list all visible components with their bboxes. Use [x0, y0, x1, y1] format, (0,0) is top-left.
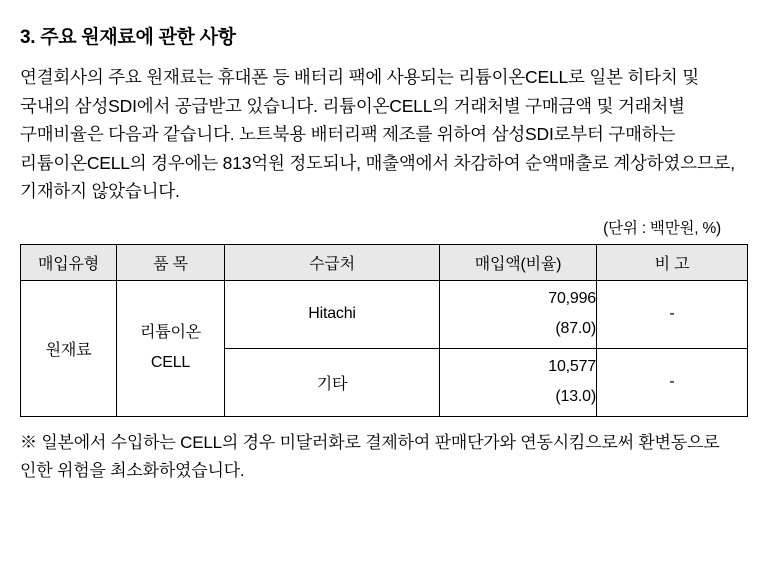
cell-amount-ratio: (13.0)	[555, 388, 596, 405]
cell-note: -	[597, 348, 748, 416]
cell-purchase-type: 원재료	[21, 280, 117, 416]
cell-amount-value: 70,996	[548, 290, 596, 307]
header-amount: 매입액(비율)	[440, 244, 597, 280]
body-paragraph: 연결회사의 주요 원재료는 휴대폰 등 배터리 팩에 사용되는 리튬이온CELL로 일본 히타치 및 국내의 삼성SDI에서 공급받고 있습니다. 리튬이온CELL의 거래처별 구매금액 및 거래처별 구매비율은 다음과 같습니다. 노트북용 배터리팩 제조를 위하여 삼성SDI로부터 구매하는 리튬이온CELL의 경우에는 813억원 정도되나, 매출액에서 차감하여 순액매출로 계상하였으므로, 기재하지 않았습니다.	[20, 67, 735, 201]
cell-amount	[440, 280, 597, 348]
table-row	[21, 280, 748, 348]
header-supplier: 수급처	[225, 244, 440, 280]
cell-supplier: Hitachi	[225, 280, 440, 348]
cell-supplier: 기타	[225, 348, 440, 416]
cell-amount-ratio: (87.0)	[555, 320, 596, 337]
header-item: 품 목	[117, 244, 225, 280]
unit-note: (단위 : 백만원, %)	[603, 219, 721, 237]
header-note: 비 고	[597, 244, 748, 280]
header-purchase-type: 매입유형	[21, 244, 117, 280]
footnote-text: ※ 일본에서 수입하는 CELL의 경우 미달러화로 결제하여 판매단가와 연동시킴으로써 환변동으로 인한 위험을 최소화하였습니다.	[20, 432, 720, 480]
cell-item-line-1: 리튬이온	[139, 324, 202, 341]
cell-note: -	[597, 280, 748, 348]
cell-amount-value: 10,577	[548, 358, 596, 375]
page-title: 3. 주요 원재료에 관한 사항	[20, 27, 236, 48]
cell-item	[117, 280, 225, 416]
cell-amount	[440, 348, 597, 416]
raw-material-table	[20, 244, 748, 417]
table-header-row	[21, 244, 748, 280]
cell-item-line-2: CELL	[150, 354, 191, 371]
